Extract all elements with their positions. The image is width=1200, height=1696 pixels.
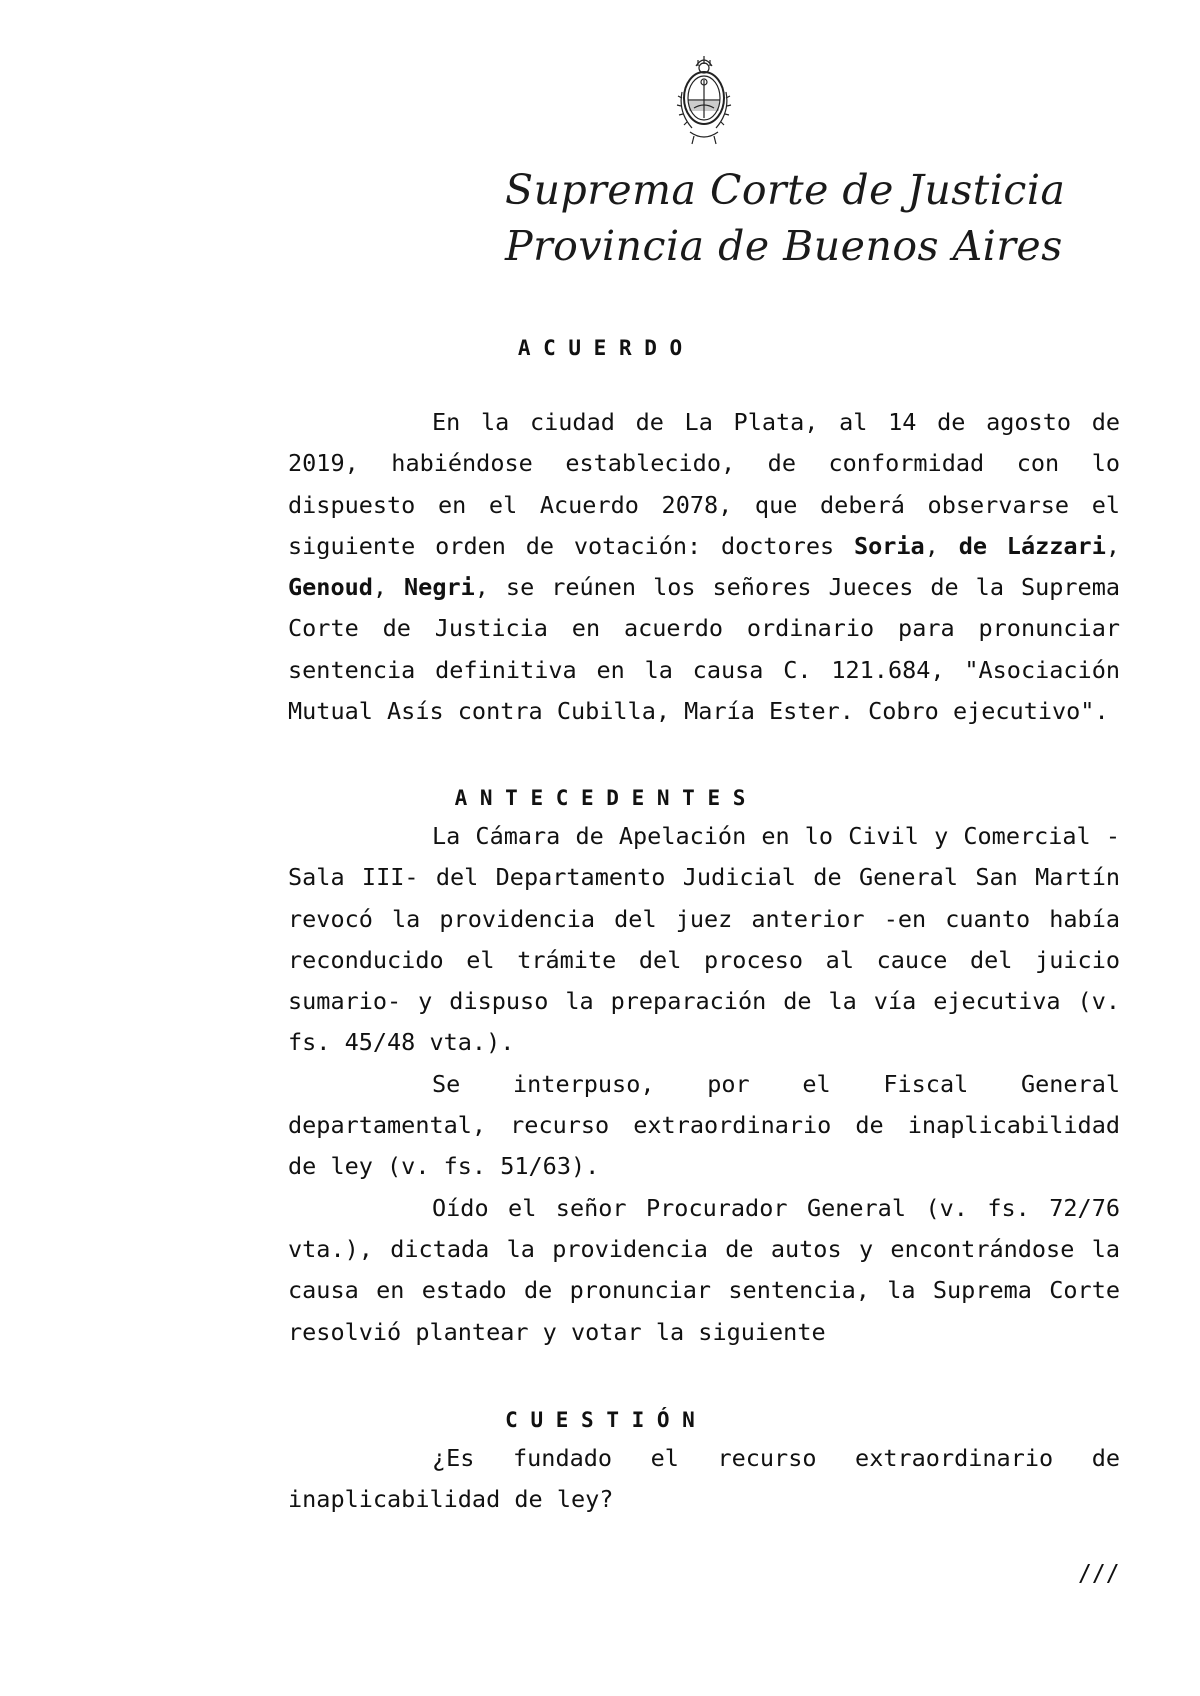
cuestion-paragraph: ¿Es fundado el recurso extraordinario de inaplicabilidad de ley? [288,1444,1120,1514]
acuerdo-section [288,402,1120,732]
acuerdo-paragraph [288,402,1120,732]
acuerdo-text-intro: En la ciudad de La Plata, al 14 de agosto de 2019, habiéndose establecido, de conformidad con lo dispuesto en el Acuerdo 2078, que deberá observarse el siguiente orden de votación: doctores [288,408,1120,560]
heading-cuestion: C U E S T I Ó N [505,1408,695,1432]
heading-acuerdo: A C U E R D O [517,336,683,360]
court-name-line2: Provincia de Buenos Aires [505,222,1063,270]
cuestion-section [288,1438,1120,1521]
judge-name: Soria [853,531,925,560]
antecedentes-paragraph-2: Se interpuso, por el Fiscal General departamental, recurso extraordinario de inaplicabilidad de ley (v. fs. 51/63). [288,1069,1120,1181]
acuerdo-text-rest: , se reúnen los señores Jueces de la Suprema Corte de Justicia en acuerdo ordinario para pronunciar sentencia definitiva en la causa C. 121.684, "Asociación Mutual Asís contra Cubilla, María Ester. Cobro ejecutivo". [288,573,1120,726]
antecedentes-paragraph-1: La Cámara de Apelación en lo Civil y Comercial -Sala III- del Departamento Judicial de General San Martín revocó la providencia del juez anterior -en cuanto había reconducido el trámite del proceso al cauce del juicio sumario- y dispuso la preparación de la vía ejecutiva (v. fs. 45/48 vta.). [288,822,1120,1057]
court-name-line1: Suprema Corte de Justicia [505,166,1066,214]
page-continuation-mark: /// [1078,1561,1120,1587]
antecedentes-paragraph-3: Oído el señor Procurador General (v. fs. 72/76 vta.), dictada la providencia de autos y encontrándose la causa en estado de pronunciar sentencia, la Suprema Corte resolvió plantear y votar la siguiente [288,1193,1120,1346]
separator: , [372,573,405,602]
separator: , [924,531,959,560]
antecedentes-section [288,816,1120,1353]
judge-name: de Lázzari [958,531,1106,560]
heading-antecedentes: A N T E C E D E N T E S [454,786,746,810]
separator: , [1105,531,1120,560]
judge-name: Genoud [288,573,373,602]
judge-name: Negri [404,573,475,602]
coat-of-arms-seal [672,52,736,152]
